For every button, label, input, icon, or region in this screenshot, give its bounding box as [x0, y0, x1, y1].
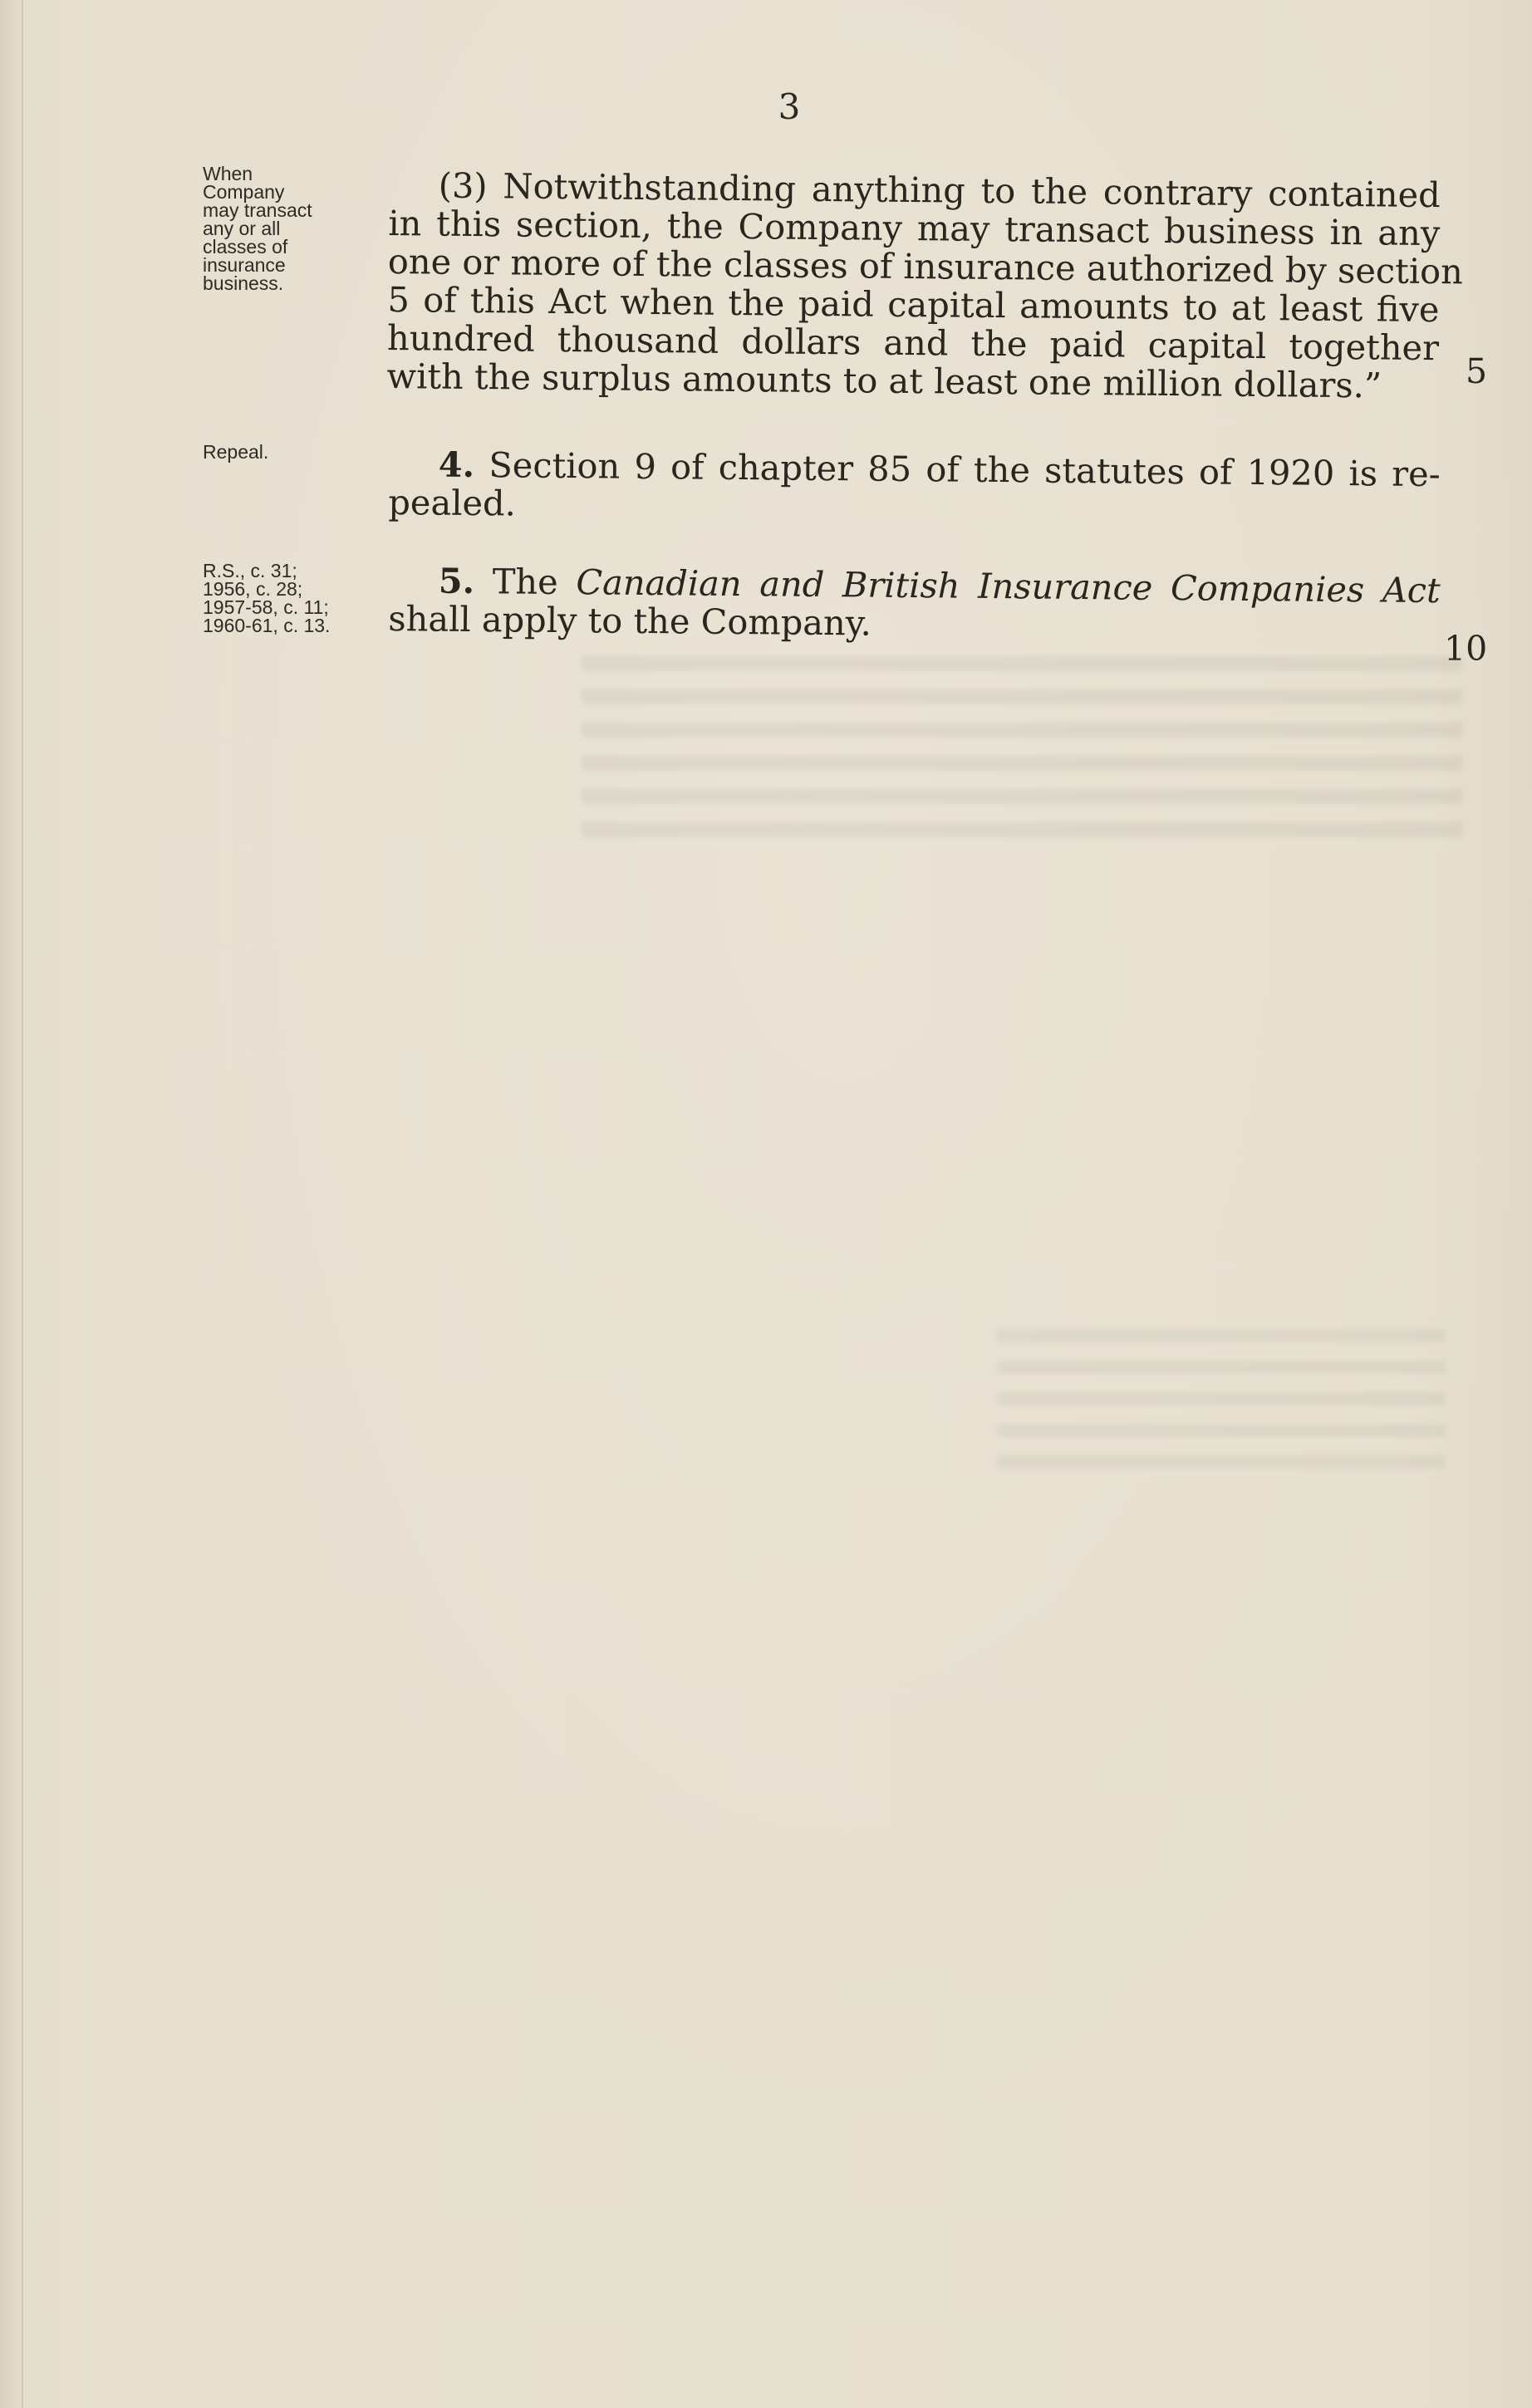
margin-note-line: may transact — [203, 199, 312, 221]
show-through-text — [582, 656, 1462, 856]
margin-note-line: Company — [203, 181, 285, 203]
margin-note-line: classes of — [203, 236, 288, 257]
paragraph-line: shall apply to the Company. — [388, 597, 872, 644]
paragraph-line: 5 of this Act when the paid capital amounts to at least five — [387, 278, 1440, 331]
paragraph-line: in this section, the Company may transact business in any — [388, 202, 1441, 254]
section-number: 4. — [438, 444, 475, 485]
paragraph-line: pealed. — [388, 481, 517, 524]
line-number-marker: 5 — [1466, 351, 1488, 391]
paragraph-line: with the surplus amounts to at least one million dollars.” — [386, 355, 1382, 406]
paragraph-line: (3) Notwithstanding anything to the contrary contained — [438, 164, 1441, 216]
margin-note-repeal — [203, 443, 268, 461]
page-number: 3 — [778, 86, 801, 127]
page-fold-shadow — [22, 0, 23, 2408]
paragraph-text: Section 9 of chapter 85 of the statutes of 1920 is re- — [489, 444, 1441, 495]
paragraph-line: one or more of the classes of insurance authorized by section — [387, 240, 1464, 292]
margin-note-line: R.S., c. 31; — [203, 560, 297, 581]
margin-note-line: 1960-61, c. 13. — [203, 615, 331, 636]
section-4-paragraph — [388, 445, 1441, 532]
paragraph-text: The — [492, 561, 558, 602]
act-title: Canadian and British Insurance Companies Act — [576, 562, 1441, 611]
section-number: 5. — [438, 560, 475, 601]
margin-note-line: insurance — [203, 254, 286, 276]
margin-note-transact-business — [203, 164, 394, 292]
show-through-text — [997, 1329, 1446, 1479]
margin-note-line: When — [203, 163, 253, 184]
margin-note-line: any or all — [203, 218, 281, 239]
section-5-paragraph — [388, 562, 1441, 648]
line-number-marker: 10 — [1444, 629, 1488, 669]
paragraph-line: hundred thousand dollars and the paid capital together — [386, 316, 1440, 369]
margin-note-line: 1956, c. 28; — [203, 578, 303, 600]
margin-note-line: 1957-58, c. 11; — [203, 596, 329, 618]
margin-note-line: business. — [203, 272, 284, 294]
margin-note-line: Repeal. — [203, 441, 269, 463]
subsection-3-paragraph — [386, 164, 1464, 406]
margin-note-statute-citations — [203, 562, 330, 635]
